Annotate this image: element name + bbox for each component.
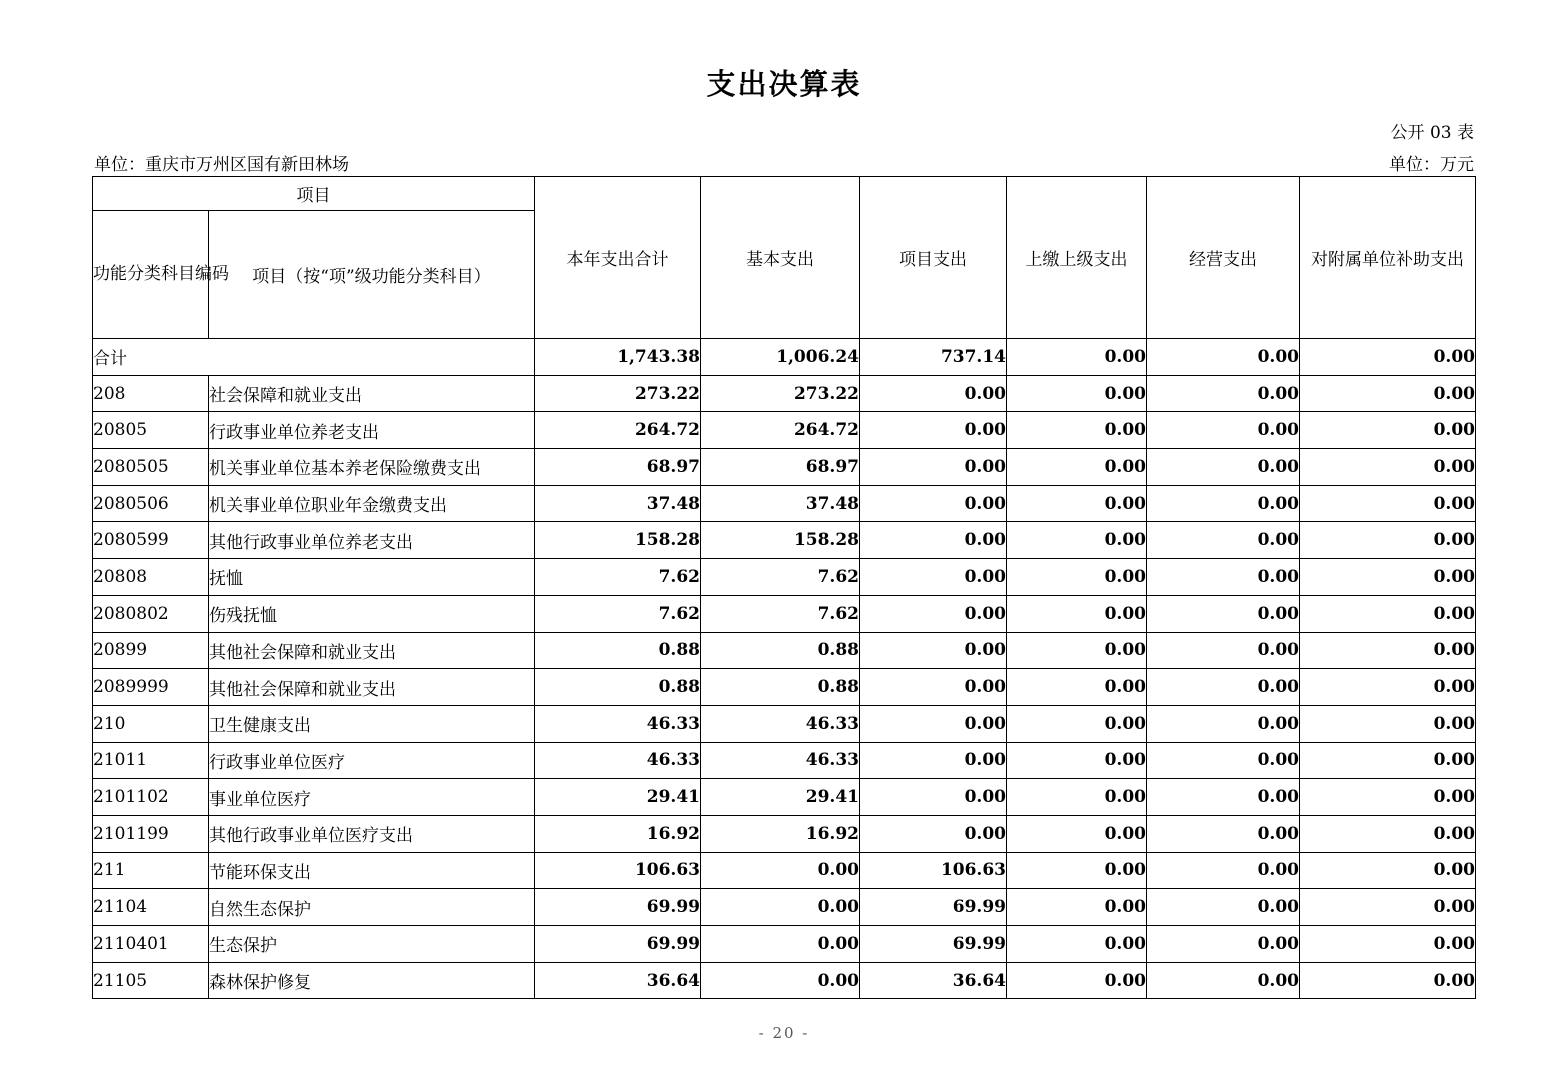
row-value: 46.33 [535,705,701,742]
row-name: 卫生健康支出 [209,705,535,742]
row-value: 7.62 [535,559,701,596]
row-value: 0.00 [1007,632,1147,669]
row-value: 29.41 [535,779,701,816]
row-value: 0.00 [1147,449,1300,486]
total-value: 737.14 [860,339,1007,376]
row-value: 0.00 [860,742,1007,779]
row-code: 2101199 [93,815,209,852]
row-value: 0.00 [860,669,1007,706]
row-name: 其他社会保障和就业支出 [209,632,535,669]
total-row [93,339,1476,376]
row-value: 0.00 [1007,815,1147,852]
table-row [93,669,1476,706]
row-value: 273.22 [535,375,701,412]
row-value: 29.41 [701,779,860,816]
row-value: 0.00 [1300,889,1476,926]
row-value: 0.00 [1007,962,1147,999]
table-row [93,889,1476,926]
row-value: 68.97 [701,449,860,486]
row-value: 0.00 [1147,559,1300,596]
row-value: 0.00 [860,632,1007,669]
row-value: 0.00 [860,412,1007,449]
row-value: 0.00 [1300,522,1476,559]
row-name: 机关事业单位职业年金缴费支出 [209,485,535,522]
row-value: 0.00 [1007,375,1147,412]
row-code: 2110401 [93,926,209,963]
table-row [93,962,1476,999]
row-value: 7.62 [701,595,860,632]
row-value: 0.00 [1147,852,1300,889]
row-value: 264.72 [535,412,701,449]
row-value: 0.88 [535,669,701,706]
row-value: 0.88 [535,632,701,669]
total-value: 1,743.38 [535,339,701,376]
unit-currency: 单位：万元 [1389,155,1474,175]
row-code: 2080802 [93,595,209,632]
header-remit: 上缴上级支出 [1007,177,1147,339]
row-value: 68.97 [535,449,701,486]
row-value: 0.00 [860,485,1007,522]
row-value: 0.00 [1300,375,1476,412]
row-value: 16.92 [535,815,701,852]
row-value: 0.00 [1007,522,1147,559]
row-value: 0.00 [1007,705,1147,742]
row-value: 0.00 [1147,485,1300,522]
row-code: 20805 [93,412,209,449]
row-value: 7.62 [535,595,701,632]
table-row [93,595,1476,632]
row-value: 69.99 [860,889,1007,926]
row-value: 0.00 [1147,705,1300,742]
row-value: 0.00 [860,815,1007,852]
row-code: 2101102 [93,779,209,816]
row-code: 21104 [93,889,209,926]
header-name: 项目（按“项”级功能分类科目） [209,211,535,339]
header-project-expenditure: 项目支出 [860,177,1007,339]
row-value: 0.00 [1007,852,1147,889]
table-row [93,632,1476,669]
row-value: 0.00 [860,522,1007,559]
header-project: 项目 [93,177,535,211]
row-name: 社会保障和就业支出 [209,375,535,412]
table-number: 公开 03 表 [1390,123,1474,143]
row-value: 7.62 [701,559,860,596]
row-value: 0.00 [1300,926,1476,963]
total-label: 合计 [93,339,535,376]
row-name: 节能环保支出 [209,852,535,889]
row-value: 16.92 [701,815,860,852]
row-value: 0.00 [1147,962,1300,999]
table-row [93,559,1476,596]
row-value: 0.88 [701,632,860,669]
row-value: 69.99 [535,926,701,963]
table-row [93,815,1476,852]
row-code: 2080506 [93,485,209,522]
row-name: 自然生态保护 [209,889,535,926]
row-value: 273.22 [701,375,860,412]
header-business: 经营支出 [1147,177,1300,339]
row-value: 0.00 [1007,889,1147,926]
row-value: 46.33 [701,705,860,742]
row-value: 0.00 [1007,742,1147,779]
table-row [93,449,1476,486]
row-value: 0.00 [1007,595,1147,632]
row-code: 210 [93,705,209,742]
row-value: 0.00 [1300,742,1476,779]
row-value: 0.00 [1147,742,1300,779]
row-value: 36.64 [535,962,701,999]
row-value: 0.00 [1300,779,1476,816]
row-value: 106.63 [535,852,701,889]
row-name: 其他行政事业单位医疗支出 [209,815,535,852]
row-name: 森林保护修复 [209,962,535,999]
row-code: 2080505 [93,449,209,486]
row-code: 21011 [93,742,209,779]
row-value: 0.00 [860,559,1007,596]
row-value: 0.00 [1300,412,1476,449]
row-value: 0.00 [1147,926,1300,963]
row-value: 0.00 [1007,926,1147,963]
page-number: - 20 - [758,1024,810,1042]
row-value: 0.00 [860,375,1007,412]
row-value: 0.00 [860,779,1007,816]
total-value: 0.00 [1300,339,1476,376]
unit-organization: 单位：重庆市万州区国有新田林场 [94,155,349,175]
row-value: 0.00 [860,449,1007,486]
row-value: 0.88 [701,669,860,706]
row-value: 0.00 [1300,815,1476,852]
row-value: 0.00 [701,852,860,889]
row-value: 0.00 [1007,779,1147,816]
row-value: 0.00 [1147,669,1300,706]
row-value: 0.00 [1007,485,1147,522]
header-basic: 基本支出 [701,177,860,339]
row-value: 46.33 [701,742,860,779]
row-value: 69.99 [535,889,701,926]
row-value: 0.00 [1147,815,1300,852]
row-value: 0.00 [1147,632,1300,669]
row-value: 0.00 [1147,375,1300,412]
row-value: 0.00 [1300,485,1476,522]
row-value: 0.00 [701,962,860,999]
row-code: 21105 [93,962,209,999]
row-code: 211 [93,852,209,889]
row-value: 106.63 [860,852,1007,889]
row-code: 2080599 [93,522,209,559]
header-total: 本年支出合计 [535,177,701,339]
total-value: 0.00 [1007,339,1147,376]
row-value: 0.00 [1147,889,1300,926]
row-name: 抚恤 [209,559,535,596]
table-row [93,852,1476,889]
row-value: 69.99 [860,926,1007,963]
row-value: 0.00 [1147,595,1300,632]
page-title: 支出决算表 [706,67,862,101]
table-row [93,522,1476,559]
row-name: 伤残抚恤 [209,595,535,632]
row-value: 0.00 [1300,962,1476,999]
total-value: 0.00 [1147,339,1300,376]
row-value: 0.00 [1147,412,1300,449]
row-code: 20899 [93,632,209,669]
row-value: 0.00 [860,705,1007,742]
row-value: 264.72 [701,412,860,449]
row-name: 机关事业单位基本养老保险缴费支出 [209,449,535,486]
table-row [93,375,1476,412]
row-name: 行政事业单位医疗 [209,742,535,779]
row-value: 46.33 [535,742,701,779]
row-value: 0.00 [1300,595,1476,632]
row-value: 0.00 [1147,522,1300,559]
row-value: 0.00 [1007,412,1147,449]
row-value: 158.28 [535,522,701,559]
row-code: 20808 [93,559,209,596]
row-name: 事业单位医疗 [209,779,535,816]
row-value: 0.00 [1007,559,1147,596]
row-value: 158.28 [701,522,860,559]
row-value: 0.00 [1300,669,1476,706]
row-name: 其他行政事业单位养老支出 [209,522,535,559]
row-value: 0.00 [1300,449,1476,486]
header-subsidy: 对附属单位补助支出 [1300,177,1476,339]
row-value: 37.48 [535,485,701,522]
row-value: 36.64 [860,962,1007,999]
row-value: 0.00 [701,926,860,963]
table-row [93,779,1476,816]
row-code: 2089999 [93,669,209,706]
table-row [93,705,1476,742]
row-value: 0.00 [1300,852,1476,889]
table-row [93,742,1476,779]
row-name: 行政事业单位养老支出 [209,412,535,449]
expenditure-table [92,176,1476,999]
row-name: 生态保护 [209,926,535,963]
row-value: 0.00 [1007,449,1147,486]
row-value: 0.00 [1007,669,1147,706]
row-name: 其他社会保障和就业支出 [209,669,535,706]
header-code: 功能分类科目编码 [93,211,209,339]
total-value: 1,006.24 [701,339,860,376]
row-value: 0.00 [860,595,1007,632]
row-value: 0.00 [701,889,860,926]
row-value: 0.00 [1147,779,1300,816]
row-value: 0.00 [1300,559,1476,596]
table-row [93,926,1476,963]
row-code: 208 [93,375,209,412]
row-value: 0.00 [1300,632,1476,669]
table-row [93,412,1476,449]
table-row [93,485,1476,522]
row-value: 0.00 [1300,705,1476,742]
row-value: 37.48 [701,485,860,522]
